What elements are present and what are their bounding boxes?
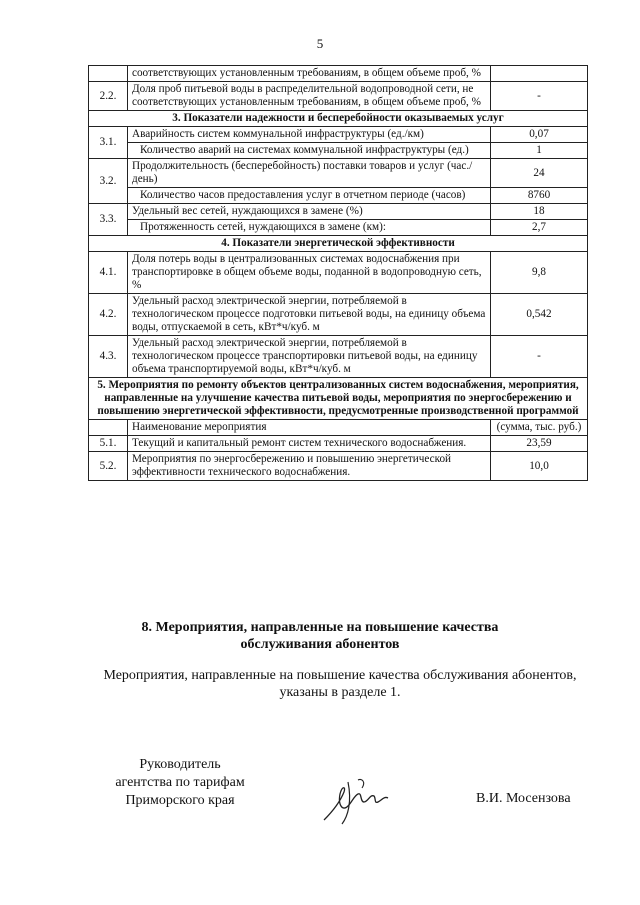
row-value: 23,59 [491, 436, 588, 452]
section-header-row [89, 378, 588, 420]
row-text: Аварийность систем коммунальной инфраструктуры (ед./км) [128, 127, 491, 143]
row-text: Текущий и капитальный ремонт систем технического водоснабжения. [128, 436, 491, 452]
table-row [89, 252, 588, 294]
heading-line: 8. Мероприятия, направленные на повышение качества [141, 620, 499, 635]
table-row [89, 188, 588, 204]
row-text: Удельный расход электрической энергии, потребляемой в технологическом процессе подготовки питьевой воды, на единицу объема воды, отпускаемой в сеть, кВт*ч/куб. м [128, 294, 491, 336]
section-header-row [89, 111, 588, 127]
paragraph-line: Мероприятия, направленные на повышение качества обслуживания абонентов, [103, 668, 577, 683]
row-value: 9,8 [491, 252, 588, 294]
table-row [89, 143, 588, 159]
table-row [89, 436, 588, 452]
table-header-row [89, 420, 588, 436]
table-row [89, 127, 588, 143]
handwritten-signature [318, 772, 398, 828]
section-3-title: 3. Показатели надежности и бесперебойности оказываемых услуг [89, 111, 588, 127]
signer-line: Руководитель [139, 757, 221, 772]
row-text: Количество аварий на системах коммунальной инфраструктуры (ед.) [128, 143, 491, 159]
table-row [89, 220, 588, 236]
row-text: Количество часов предоставления услуг в отчетном периоде (часов) [128, 188, 491, 204]
row-text: Удельный расход электрической энергии, потребляемой в технологическом процессе транспортировки питьевой воды, на единицу объема транспортируемой воды, кВт*ч/куб. м [128, 336, 491, 378]
row-number [89, 420, 128, 436]
row-text: Доля потерь воды в централизованных системах водоснабжения при транспортировке в общем объеме воды, поданной в водопроводную сеть, % [128, 252, 491, 294]
signer-name: В.И. Мосензова [476, 791, 571, 806]
row-value: 0,542 [491, 294, 588, 336]
row-text: Доля проб питьевой воды в распределительной водопроводной сети, не соответствующих установленным требованиям, в общем объеме проб, % [128, 82, 491, 111]
row-value: - [491, 336, 588, 378]
column-header-name: Наименование мероприятия [128, 420, 491, 436]
row-value: 24 [491, 159, 588, 188]
section-5-title: 5. Мероприятия по ремонту объектов централизованных систем водоснабжения, мероприятия, направленные на улучшение качества питьевой воды, мероприятия по энергосбережению и повышению энергетической эффективности, предусмотренные производственной программой [89, 378, 588, 420]
row-number: 4.2. [89, 294, 128, 336]
row-text: Продолжительность (бесперебойность) поставки товаров и услуг (час./день) [128, 159, 491, 188]
row-value: 8760 [491, 188, 588, 204]
page-number: 5 [316, 36, 324, 51]
column-header-sum: (сумма, тыс. руб.) [491, 420, 588, 436]
row-value [491, 66, 588, 82]
section-8-heading [0, 619, 640, 653]
heading-line: обслуживания абонентов [240, 637, 400, 652]
table-row [89, 66, 588, 82]
table-row [89, 82, 588, 111]
row-text: Удельный вес сетей, нуждающихся в замене (%) [128, 204, 491, 220]
section-header-row [89, 236, 588, 252]
section-8-paragraph [60, 667, 620, 701]
signer-line: Приморского края [125, 793, 235, 808]
signer-title [100, 756, 260, 810]
row-number: 4.3. [89, 336, 128, 378]
row-text: соответствующих установленным требованиям, в общем объеме проб, % [128, 66, 491, 82]
row-value: - [491, 82, 588, 111]
row-value: 1 [491, 143, 588, 159]
paragraph-line: указаны в разделе 1. [279, 685, 401, 700]
row-number: 3.2. [89, 159, 128, 204]
row-value: 0,07 [491, 127, 588, 143]
table-row [89, 204, 588, 220]
row-number: 5.2. [89, 452, 128, 481]
row-number [89, 66, 128, 82]
row-text: Мероприятия по энергосбережению и повышению энергетической эффективности технического водоснабжения. [128, 452, 491, 481]
section-4-title: 4. Показатели энергетической эффективности [89, 236, 588, 252]
row-number: 2.2. [89, 82, 128, 111]
row-value: 10,0 [491, 452, 588, 481]
row-value: 2,7 [491, 220, 588, 236]
indicators-table [88, 65, 588, 481]
row-number: 3.3. [89, 204, 128, 236]
table-row [89, 294, 588, 336]
row-value: 18 [491, 204, 588, 220]
table-row [89, 336, 588, 378]
row-number: 4.1. [89, 252, 128, 294]
signer-line: агентства по тарифам [115, 775, 245, 790]
table-row [89, 159, 588, 188]
row-number: 3.1. [89, 127, 128, 159]
row-text: Протяженность сетей, нуждающихся в замене (км): [128, 220, 491, 236]
row-number: 5.1. [89, 436, 128, 452]
table-row [89, 452, 588, 481]
